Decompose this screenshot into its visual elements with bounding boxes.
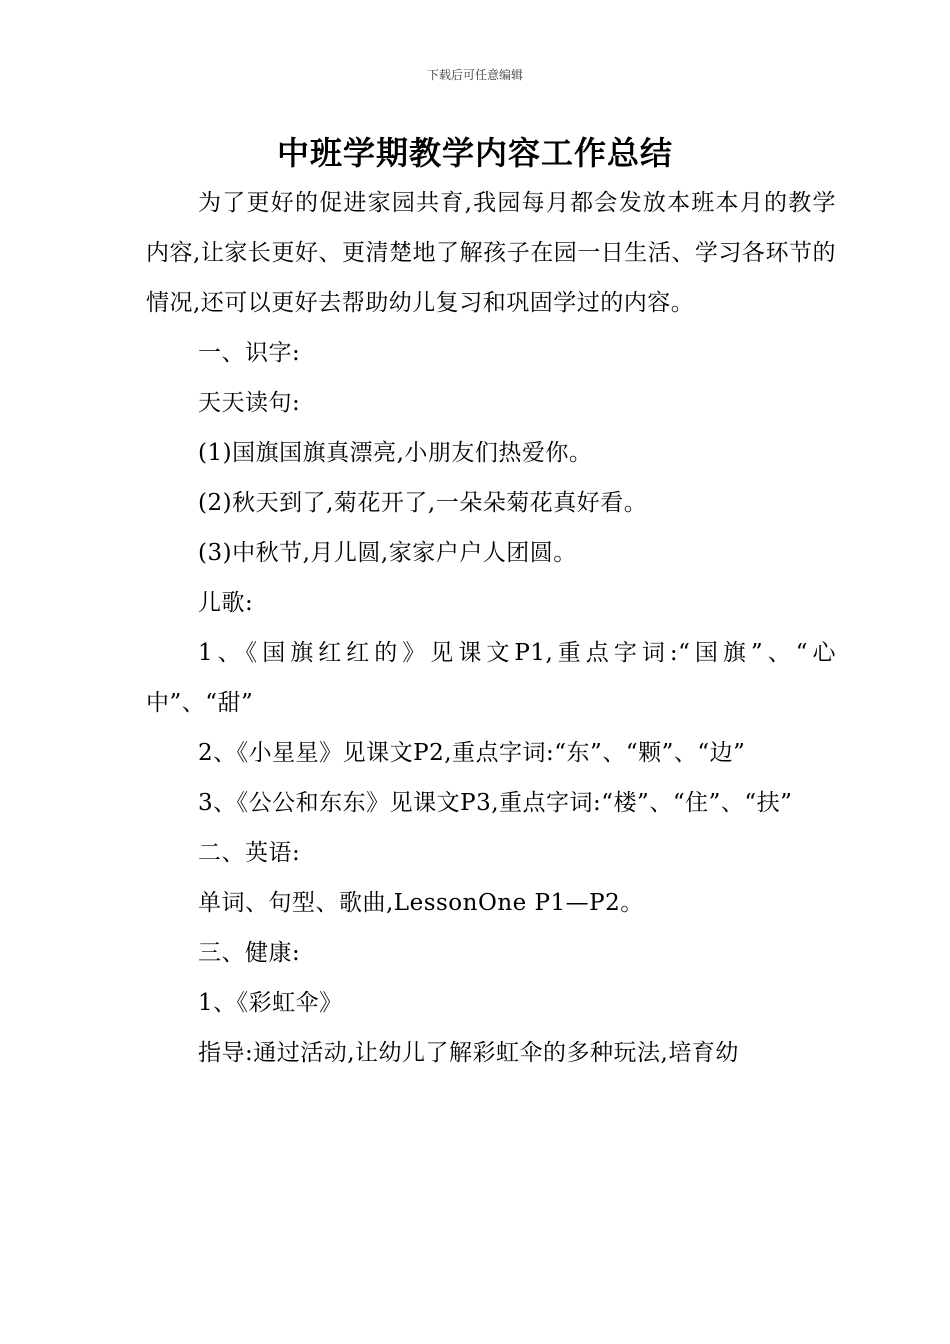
english-content: 单词、句型、歌曲,LessonOne P1—P2。 — [198, 890, 644, 916]
guidance-paragraph: 指导:通过活动,让幼儿了解彩虹伞的多种玩法,培育幼 — [198, 1040, 739, 1066]
rhyme-item: 2、《小星星》见课文P2,重点字词:“东”、“颗”、“边” — [198, 740, 746, 766]
header-note: 下载后可任意编辑 — [426, 68, 523, 82]
section-heading-english: 二、英语: — [198, 840, 301, 866]
intro-paragraph: 为了更好的促进家园共育,我园每月都会发放本班本月的教学内容,让家长更好、更清楚地了解孩子在园一日生活、学习各环节的情况,还可以更好去帮助幼儿复习和巩固学过的内容。 — [146, 190, 836, 316]
section-heading-literacy: 一、识字: — [198, 340, 301, 366]
sentence-item: (1)国旗国旗真漂亮,小朋友们热爱你。 — [198, 440, 593, 466]
subheading-nursery-rhymes: 儿歌: — [198, 590, 254, 616]
sentence-item: (2)秋天到了,菊花开了,一朵朵菊花真好看。 — [198, 490, 648, 516]
health-item: 1、《彩虹伞》 — [198, 990, 343, 1016]
section-heading-health: 三、健康: — [198, 940, 301, 966]
rhyme-item: 3、《公公和东东》见课文P3,重点字词:“楼”、“住”、“扶” — [198, 790, 793, 816]
document-body — [146, 178, 836, 1078]
sentence-item: (3)中秋节,月儿圆,家家户户人团圆。 — [198, 540, 577, 566]
subheading-daily-sentences: 天天读句: — [198, 390, 301, 416]
rhyme-item: 1、《国旗红红的》见课文P1,重点字词:“国旗”、“心中”、“甜” — [146, 640, 836, 716]
document-title: 中班学期教学内容工作总结 — [276, 134, 673, 172]
